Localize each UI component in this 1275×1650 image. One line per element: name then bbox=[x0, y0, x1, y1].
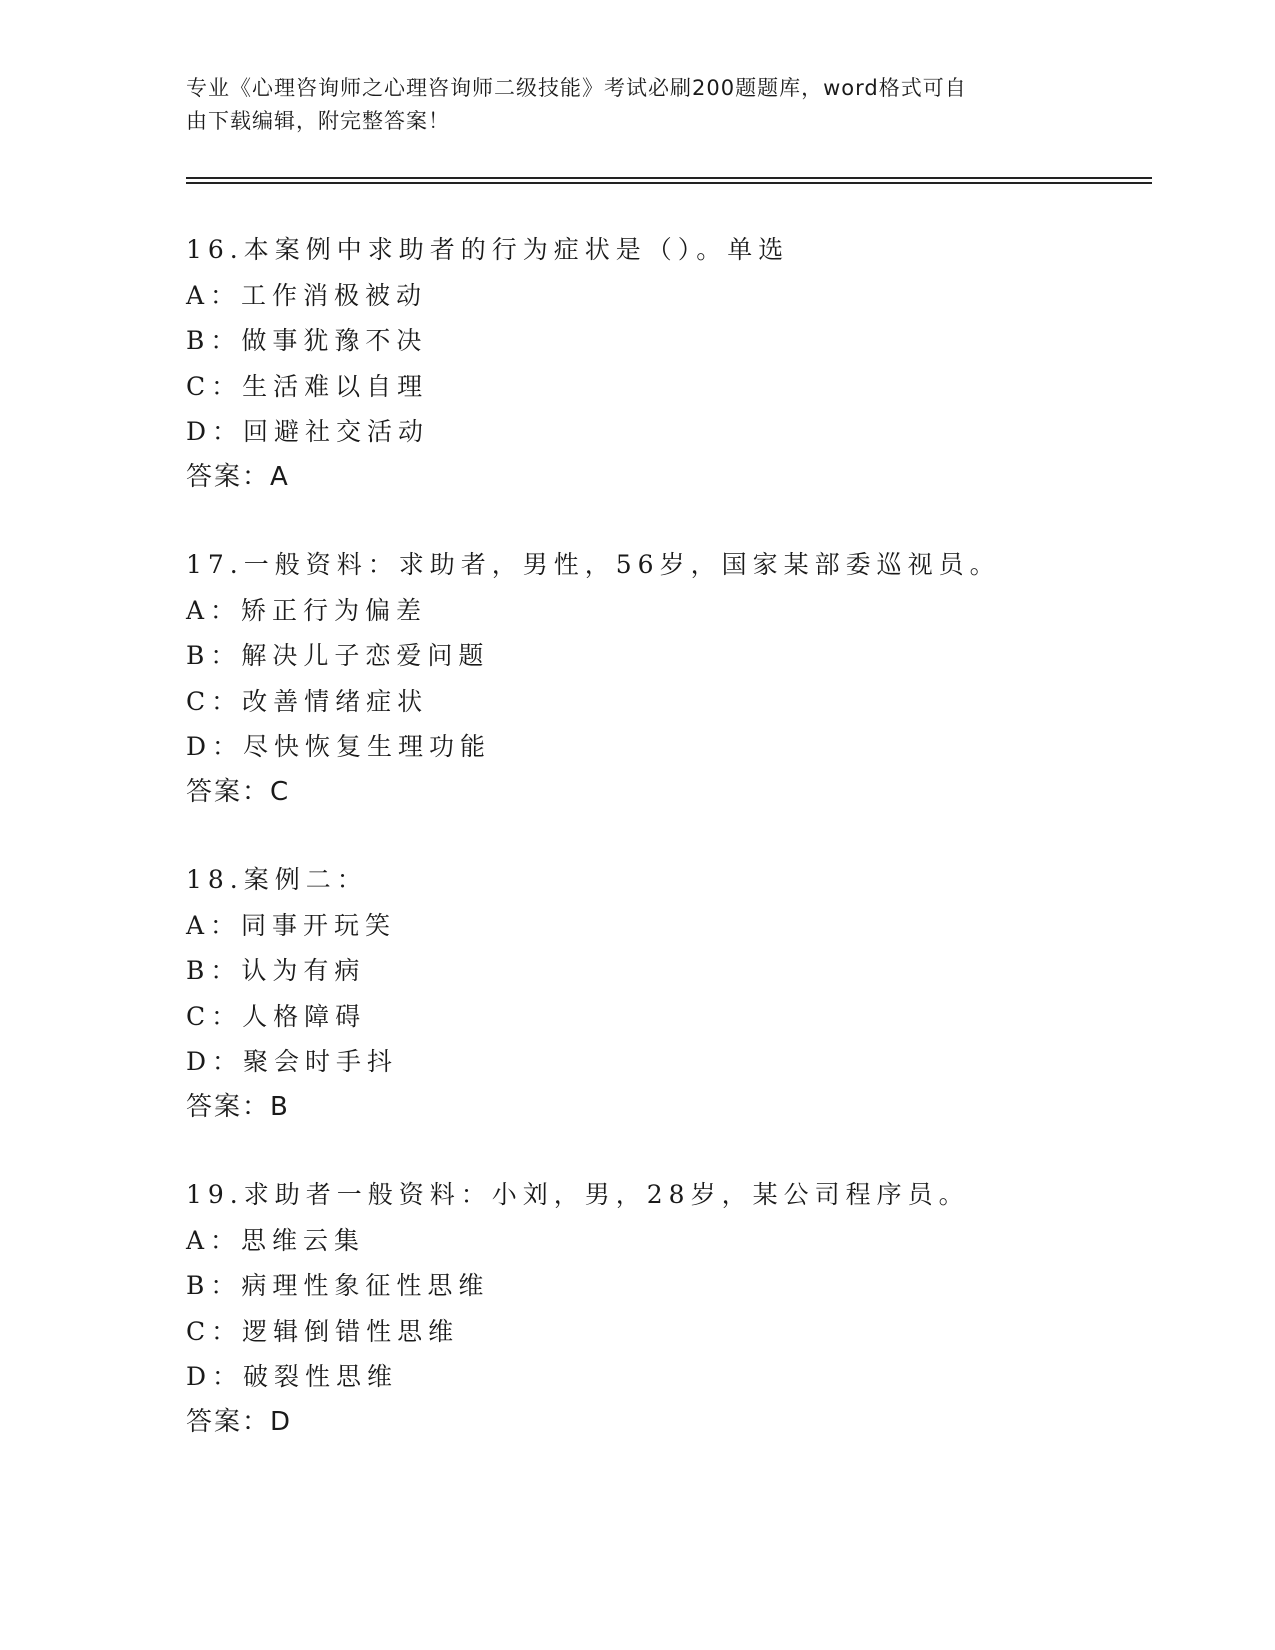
option-c: C：生活难以自理 bbox=[186, 371, 429, 401]
header-line-1: 专业《心理咨询师之心理咨询师二级技能》考试必刷200题题库，word格式可自 bbox=[186, 76, 967, 100]
option-d: D：尽快恢复生理功能 bbox=[186, 732, 492, 761]
header-divider-bottom bbox=[186, 182, 1152, 184]
option-a: A：矫正行为偏差 bbox=[186, 595, 428, 625]
header-divider-top bbox=[186, 177, 1152, 179]
option-c: C：人格障碍 bbox=[186, 1001, 367, 1031]
option-d: D：破裂性思维 bbox=[186, 1362, 399, 1391]
option-d: D：聚会时手抖 bbox=[186, 1047, 399, 1076]
question-stem: 18.案例二： bbox=[186, 865, 368, 894]
question-18 bbox=[186, 857, 1146, 1130]
answer-label: 答案：B bbox=[186, 1091, 290, 1122]
option-a: A：同事开玩笑 bbox=[186, 910, 397, 940]
option-c: C：改善情绪症状 bbox=[186, 686, 429, 716]
question-stem: 19.求助者一般资料：小刘，男，28岁，某公司程序员。 bbox=[186, 1180, 970, 1209]
option-a: A：思维云集 bbox=[186, 1225, 366, 1255]
question-16 bbox=[186, 227, 1146, 500]
option-b: B：做事犹豫不决 bbox=[186, 326, 428, 355]
answer-label: 答案：C bbox=[186, 776, 291, 807]
option-c: C：逻辑倒错性思维 bbox=[186, 1316, 460, 1346]
question-17 bbox=[186, 542, 1146, 815]
document-header bbox=[186, 72, 1086, 138]
option-a: A：工作消极被动 bbox=[186, 280, 428, 310]
question-stem: 16.本案例中求助者的行为症状是（）。单选 bbox=[186, 235, 790, 264]
question-stem: 17.一般资料：求助者，男性，56岁，国家某部委巡视员。 bbox=[186, 550, 1001, 579]
header-line-2: 由下载编辑，附完整答案！ bbox=[186, 109, 450, 133]
option-b: B：认为有病 bbox=[186, 956, 366, 985]
question-19 bbox=[186, 1172, 1146, 1445]
answer-label: 答案：A bbox=[186, 461, 290, 492]
option-b: B：病理性象征性思维 bbox=[186, 1271, 490, 1300]
option-d: D：回避社交活动 bbox=[186, 417, 430, 446]
answer-label: 答案：D bbox=[186, 1406, 293, 1437]
option-b: B：解决儿子恋爱问题 bbox=[186, 641, 490, 670]
